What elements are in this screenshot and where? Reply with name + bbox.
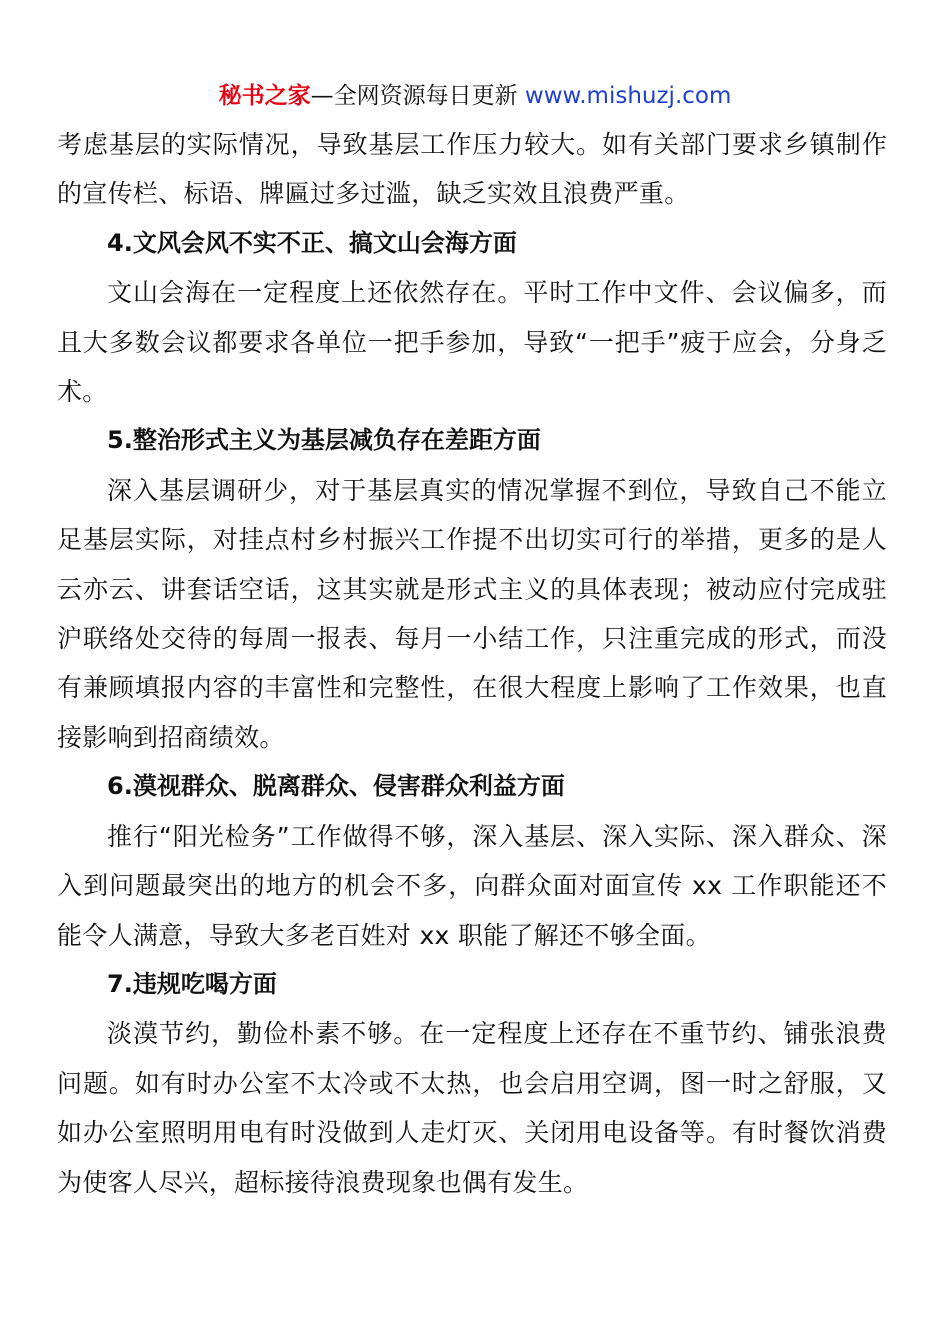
site-header — [0, 80, 950, 112]
section-heading-7: 7.违规吃喝方面 — [107, 969, 277, 998]
document-body — [57, 120, 887, 1207]
paragraph-continuation: 考虑基层的实际情况，导致基层工作压力较大。如有关部门要求乡镇制作的宣传栏、标语、牌匾过多过滥，缺乏实效且浪费严重。 — [57, 130, 887, 209]
paragraph-7: 淡漠节约，勤俭朴素不够。在一定程度上还存在不重节约、铺张浪费问题。如有时办公室不太冷或不太热，也会启用空调，图一时之舒服，又如办公室照明用电有时没做到人走灯灭、关闭用电设备等。有时餐饮消费为使客人尽兴，超标接待浪费现象也偶有发生。 — [57, 1019, 887, 1197]
paragraph-6: 推行“阳光检务”工作做得不够，深入基层、深入实际、深入群众、深入到问题最突出的地方的机会不多，向群众面对面宣传 xx 工作职能还不能令人满意，导致大多老百姓对 xx 职能了解还不够全面。 — [57, 821, 887, 950]
section-heading-4: 4.文风会风不实不正、搞文山会海方面 — [107, 228, 517, 257]
section-heading-6: 6.漠视群众、脱离群众、侵害群众利益方面 — [107, 772, 565, 801]
site-url-link[interactable]: www.mishuzj.com — [524, 83, 732, 109]
header-tagline: —全网资源每日更新 — [310, 83, 525, 109]
section-heading-5: 5.整治形式主义为基层减负存在差距方面 — [107, 426, 541, 455]
brand-name: 秘书之家 — [218, 83, 311, 109]
paragraph-5: 深入基层调研少，对于基层真实的情况掌握不到位，导致自己不能立足基层实际，对挂点村乡村振兴工作提不出切实可行的举措，更多的是人云亦云、讲套话空话，这其实就是形式主义的具体表现；被动应付完成驻沪联络处交待的每周一报表、每月一小结工作，只注重完成的形式，而没有兼顾填报内容的丰富性和完整性，在很大程度上影响了工作效果，也直接影响到招商绩效。 — [57, 475, 887, 752]
paragraph-4: 文山会海在一定程度上还依然存在。平时工作中文件、会议偏多，而且大多数会议都要求各单位一把手参加，导致“一把手”疲于应会，分身乏术。 — [57, 278, 887, 407]
